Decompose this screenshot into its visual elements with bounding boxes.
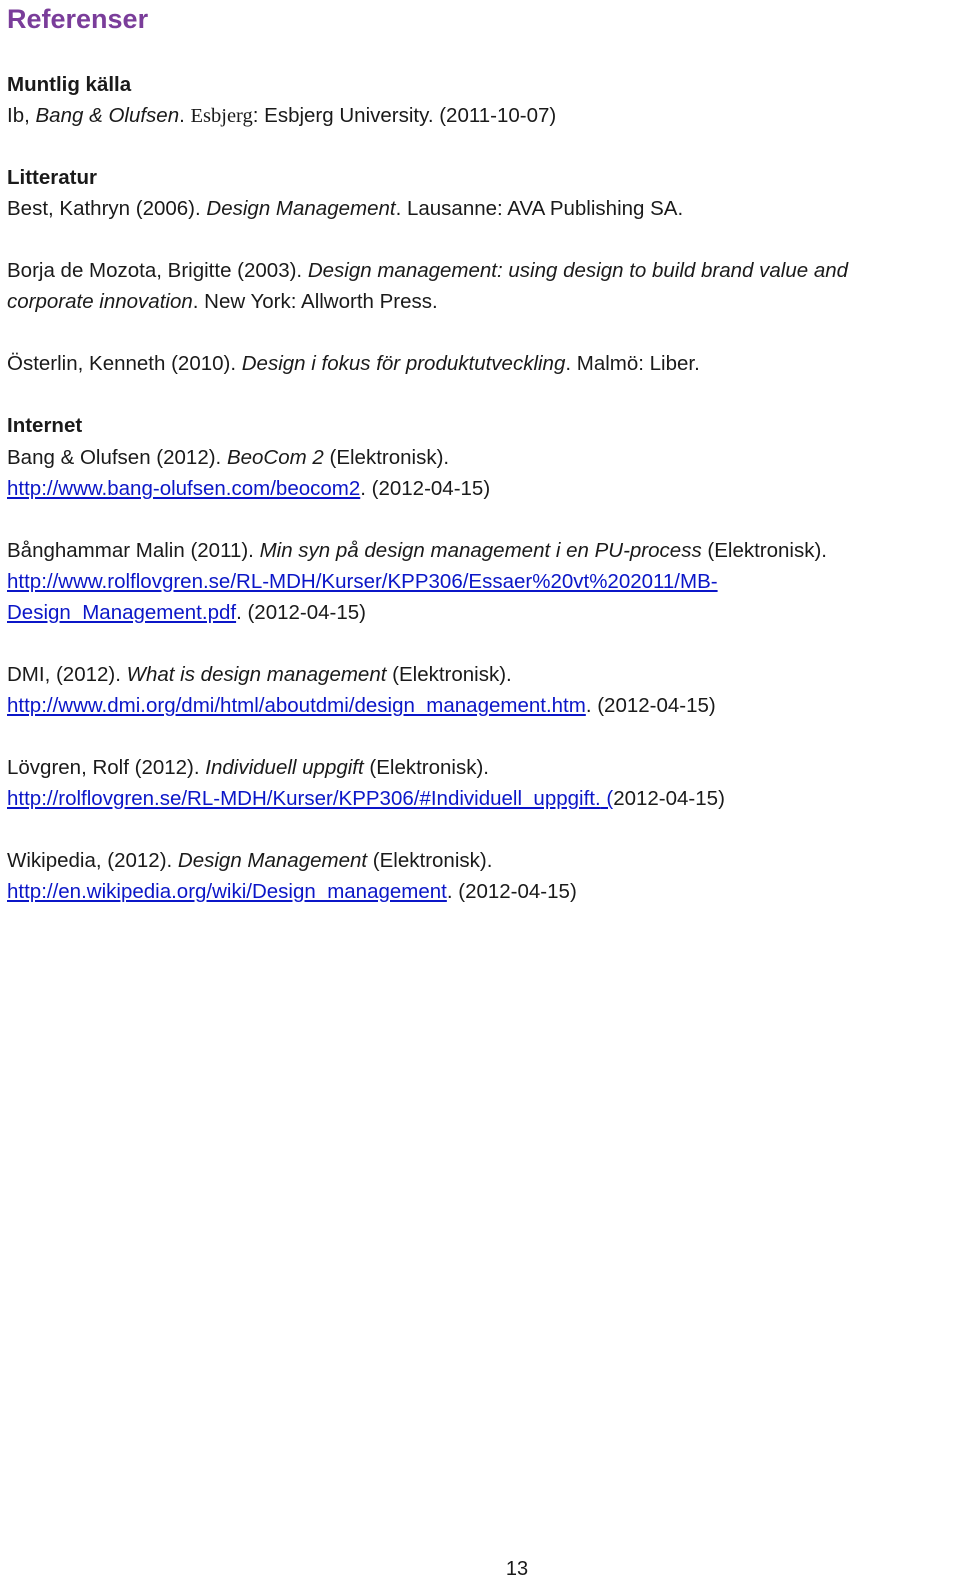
page-heading: Referenser [7, 4, 149, 34]
ref-author: Wikipedia, (2012). [7, 849, 178, 872]
reference-internet-2-line-3 [7, 600, 366, 626]
ref-rest: . New York: Allworth Press. [192, 290, 438, 313]
ref-rest: . Lausanne: AVA Publishing SA. [395, 197, 684, 220]
reference-internet-3-line-2 [7, 693, 716, 719]
ref-title: Individuell uppgift [205, 756, 364, 779]
ref-date: . (2012-04-15) [360, 477, 491, 500]
reference-literature-2-line-1 [7, 258, 848, 284]
section-title-literature: Litteratur [7, 166, 97, 189]
ref-author: Ib, [7, 104, 36, 127]
ref-title: Design management: using design to build brand value and [307, 259, 849, 282]
ref-type: (Elektronisk). [363, 756, 490, 779]
ref-type: (Elektronisk). [323, 446, 450, 469]
ref-author: Bang & Olufsen (2012). [7, 446, 227, 469]
section-title-internet: Internet [7, 414, 83, 437]
reference-internet-3-line-1 [7, 662, 512, 688]
reference-internet-5-line-2 [7, 879, 577, 905]
ref-place: Esbjerg [190, 105, 253, 127]
ref-date: . (2012-04-15) [585, 694, 716, 717]
ref-type: (Elektronisk). [367, 849, 493, 872]
ref-title: What is design management [126, 663, 387, 686]
ref-date: . (2012-04-15) [236, 601, 366, 624]
ref-title: Bang & Olufsen [35, 104, 180, 127]
ref-rest: . Malmö: Liber. [565, 352, 700, 375]
ref-title: Min syn på design management i en PU-process [259, 539, 702, 562]
ref-url-link-cont[interactable]: Design_Management.pdf [7, 601, 237, 624]
reference-internet-1-line-1 [7, 445, 449, 471]
ref-title: Design Management [177, 849, 368, 872]
ref-title: Design i fokus för produktutveckling [241, 352, 566, 375]
ref-author: Bånghammar Malin (2011). [7, 539, 260, 562]
ref-date: . (2012-04-15) [446, 880, 577, 903]
reference-internet-4-line-2 [7, 786, 725, 812]
ref-type: (Elektronisk). [701, 539, 828, 562]
reference-literature-2-line-2 [7, 289, 438, 315]
reference-internet-4-line-1 [7, 755, 489, 781]
reference-internet-2-line-2 [7, 569, 718, 595]
ref-url-link[interactable]: http://www.dmi.org/dmi/html/aboutdmi/design_management.htm [7, 694, 586, 717]
reference-internet-1-line-2 [7, 476, 490, 502]
ref-url-link[interactable]: http://rolflovgren.se/RL-MDH/Kurser/KPP306/#Individuell_uppgift. [7, 787, 601, 810]
ref-author: Best, Kathryn (2006). [7, 197, 207, 220]
ref-author: Borja de Mozota, Brigitte (2003). [7, 259, 308, 282]
ref-author: DMI, (2012). [7, 663, 127, 686]
section-title-oral: Muntlig källa [7, 73, 132, 96]
reference-internet-5-line-1 [7, 848, 492, 874]
ref-url-link[interactable]: http://en.wikipedia.org/wiki/Design_management [7, 880, 447, 903]
reference-oral-1 [7, 103, 556, 129]
reference-literature-1 [7, 196, 683, 222]
ref-author: Lövgren, Rolf (2012). [7, 756, 206, 779]
ref-title: Design Management [206, 197, 396, 220]
ref-sep: . [179, 104, 191, 127]
ref-title-cont: corporate innovation [7, 290, 193, 313]
ref-date: 2012-04-15) [613, 787, 725, 810]
ref-url-link[interactable]: http://www.bang-olufsen.com/beocom2 [7, 477, 361, 500]
reference-internet-2-line-1 [7, 538, 827, 564]
ref-date-link[interactable]: ( [600, 787, 614, 810]
ref-title: BeoCom 2 [226, 446, 324, 469]
ref-url-link[interactable]: http://www.rolflovgren.se/RL-MDH/Kurser/KPP306/Essaer%20vt%202011/MB- [7, 570, 718, 593]
ref-rest: : Esbjerg University. (2011-10-07) [252, 104, 557, 127]
ref-author: Österlin, Kenneth (2010). [7, 352, 242, 375]
ref-type: (Elektronisk). [386, 663, 512, 686]
reference-literature-3 [7, 351, 700, 377]
page-number: 13 [505, 1558, 529, 1580]
